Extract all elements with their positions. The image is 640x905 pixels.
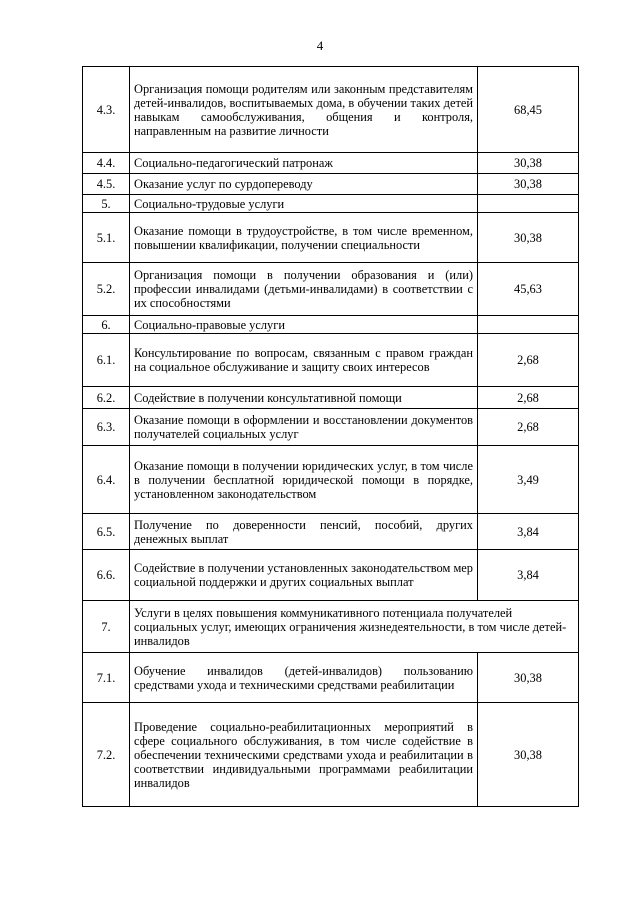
table-row bbox=[83, 703, 579, 807]
row-number: 4.4. bbox=[83, 153, 130, 174]
service-price: 30,38 bbox=[478, 653, 579, 703]
service-price: 30,38 bbox=[478, 153, 579, 174]
row-number: 6.5. bbox=[83, 514, 130, 550]
service-price: 2,68 bbox=[478, 409, 579, 446]
row-number: 6.1. bbox=[83, 334, 130, 387]
section-title: Социально-правовые услуги bbox=[130, 316, 478, 334]
service-name: Организация помощи в получении образования и (или) профессии инвалидами (детьми-инвалидами) в соответствии с их способностями bbox=[130, 263, 478, 316]
service-price: 2,68 bbox=[478, 334, 579, 387]
service-name: Содействие в получении консультативной помощи bbox=[130, 387, 478, 409]
services-table bbox=[82, 66, 579, 807]
table-row bbox=[83, 550, 579, 601]
table-section-row bbox=[83, 601, 579, 653]
service-price bbox=[478, 195, 579, 213]
table-section-row bbox=[83, 316, 579, 334]
row-number: 5.1. bbox=[83, 213, 130, 263]
table-row bbox=[83, 174, 579, 195]
row-number: 4.5. bbox=[83, 174, 130, 195]
row-number: 6.6. bbox=[83, 550, 130, 601]
section-title: Услуги в целях повышения коммуникативного потенциала получателей социальных услуг, имеющих ограничения жизнедеятельности, в том числе детей-инвалидов bbox=[130, 601, 579, 653]
row-number: 6.4. bbox=[83, 446, 130, 514]
service-name: Проведение социально-реабилитационных мероприятий в сфере социального обслуживания, в том числе содействие в обеспечении техническими средствами ухода и реабилитации в соответствии индивидуальными программами реабилитации инвалидов bbox=[130, 703, 478, 807]
section-number: 7. bbox=[83, 601, 130, 653]
service-name: Оказание помощи в получении юридических услуг, в том числе в получении бесплатной юридической помощи в порядке, установленном законодательством bbox=[130, 446, 478, 514]
section-number: 5. bbox=[83, 195, 130, 213]
table-row bbox=[83, 387, 579, 409]
service-price: 68,45 bbox=[478, 67, 579, 153]
table-row bbox=[83, 409, 579, 446]
table-row bbox=[83, 446, 579, 514]
service-price: 30,38 bbox=[478, 703, 579, 807]
service-price: 30,38 bbox=[478, 174, 579, 195]
page-number: 4 bbox=[316, 38, 324, 53]
service-price: 45,63 bbox=[478, 263, 579, 316]
service-name: Организация помощи родителям или законным представителям детей-инвалидов, воспитываемых дома, в обучении таких детей навыкам самообслуживания, общения и контроля, направленным на развитие личности bbox=[130, 67, 478, 153]
row-number: 4.3. bbox=[83, 67, 130, 153]
service-price: 3,49 bbox=[478, 446, 579, 514]
service-name: Содействие в получении установленных законодательством мер социальной поддержки и других социальных выплат bbox=[130, 550, 478, 601]
service-name: Консультирование по вопросам, связанным с правом граждан на социальное обслуживание и защиту своих интересов bbox=[130, 334, 478, 387]
service-price: 30,38 bbox=[478, 213, 579, 263]
table-row bbox=[83, 67, 579, 153]
table-row bbox=[83, 263, 579, 316]
service-name: Социально-педагогический патронаж bbox=[130, 153, 478, 174]
service-name: Оказание помощи в оформлении и восстановлении документов получателей социальных услуг bbox=[130, 409, 478, 446]
table-row bbox=[83, 653, 579, 703]
table-section-row bbox=[83, 195, 579, 213]
service-name: Оказание помощи в трудоустройстве, в том числе временном, повышении квалификации, получении специальности bbox=[130, 213, 478, 263]
row-number: 7.1. bbox=[83, 653, 130, 703]
service-price bbox=[478, 316, 579, 334]
service-name: Получение по доверенности пенсий, пособий, других денежных выплат bbox=[130, 514, 478, 550]
service-name: Оказание услуг по сурдопереводу bbox=[130, 174, 478, 195]
service-price: 2,68 bbox=[478, 387, 579, 409]
row-number: 6.3. bbox=[83, 409, 130, 446]
table-row bbox=[83, 153, 579, 174]
table-row bbox=[83, 213, 579, 263]
service-price: 3,84 bbox=[478, 514, 579, 550]
service-price: 3,84 bbox=[478, 550, 579, 601]
row-number: 7.2. bbox=[83, 703, 130, 807]
table-row bbox=[83, 334, 579, 387]
service-name: Обучение инвалидов (детей-инвалидов) пользованию средствами ухода и техническими средствами реабилитации bbox=[130, 653, 478, 703]
section-title: Социально-трудовые услуги bbox=[130, 195, 478, 213]
section-number: 6. bbox=[83, 316, 130, 334]
table-row bbox=[83, 514, 579, 550]
row-number: 6.2. bbox=[83, 387, 130, 409]
row-number: 5.2. bbox=[83, 263, 130, 316]
